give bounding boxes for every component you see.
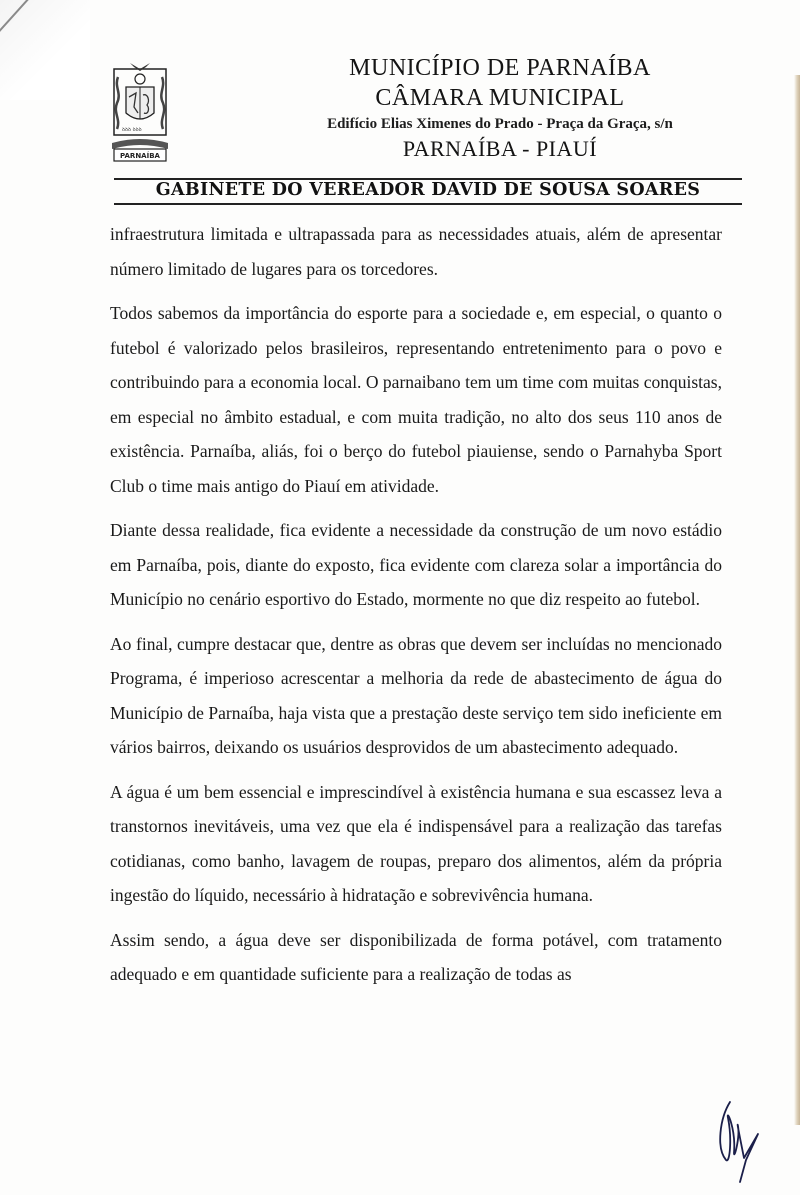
municipality-name: MUNICÍPIO DE PARNAÍBA <box>349 55 651 81</box>
divider-bottom <box>114 203 742 205</box>
paper-edge-shadow <box>794 75 800 1125</box>
office-title: GABINETE DO VEREADOR DAVID DE SOUSA SOARES <box>155 180 701 200</box>
svg-text:ꝺꝺꝺ ꝺꝺꝺ: ꝺꝺꝺ ꝺꝺꝺ <box>122 127 142 133</box>
paragraph: Diante dessa realidade, fica evidente a necessidade da construção de um novo estádio em Parnaíba, pois, diante do exposto, fica evidente com clareza solar a importância do Município no cenário esportivo do Estado, mormente no que diz respeito ao futebol. <box>110 520 722 609</box>
svg-text:PARNAÍBA: PARNAÍBA <box>120 152 160 160</box>
paragraph: A água é um bem essencial e imprescindível à existência humana e sua escassez leva a transtornos inevitáveis, uma vez que ela é indispensável para a realização das tarefas cotidianas, como banho, lavagem de roupas, preparo dos alimentos, além da própria ingestão do líquido, necessário à hidratação e sobrevivência humana. <box>110 781 722 905</box>
city-state: PARNAÍBA - PIAUÍ <box>402 136 598 161</box>
folded-corner <box>0 0 90 100</box>
signature-initials-icon <box>712 1098 762 1188</box>
letterhead-text <box>250 53 750 163</box>
paragraph: infraestrutura limitada e ultrapassada para as necessidades atuais, além de apresentar número limitado de lugares para os torcedores. <box>110 224 722 279</box>
chamber-name: CÂMARA MUNICIPAL <box>375 85 625 111</box>
paragraph: Todos sabemos da importância do esporte para a sociedade e, em especial, o quanto o futebol é valorizado pelos brasileiros, representando entretenimento para o povo e contribuindo para a economia local. O parnaibano tem um time com muitas conquistas, em especial no âmbito estadual, e com muita tradição, no alto dos seus 110 anos de existência. Parnaíba, aliás, foi o berço do futebol piauiense, sendo o Parnahyba Sport Club o time mais antigo do Piauí em atividade. <box>110 303 722 496</box>
paragraph: Ao final, cumpre destacar que, dentre as obras que devem ser incluídas no mencionado Programa, é imperioso acrescentar a melhoria da rede de abastecimento de água do Município de Parnaíba, haja vista que a prestação deste serviço tem sido ineficiente em vários bairros, deixando os usuários desprovidos de um abastecimento adequado. <box>110 633 722 757</box>
document-body <box>110 217 722 1002</box>
address: Edifício Elias Ximenes do Prado - Praça da Graça, s/n <box>327 116 673 132</box>
paragraph: Assim sendo, a água deve ser disponibilizada de forma potável, com tratamento adequado e em quantidade suficiente para a realização de todas as <box>110 929 722 984</box>
coat-of-arms-icon <box>112 57 168 177</box>
